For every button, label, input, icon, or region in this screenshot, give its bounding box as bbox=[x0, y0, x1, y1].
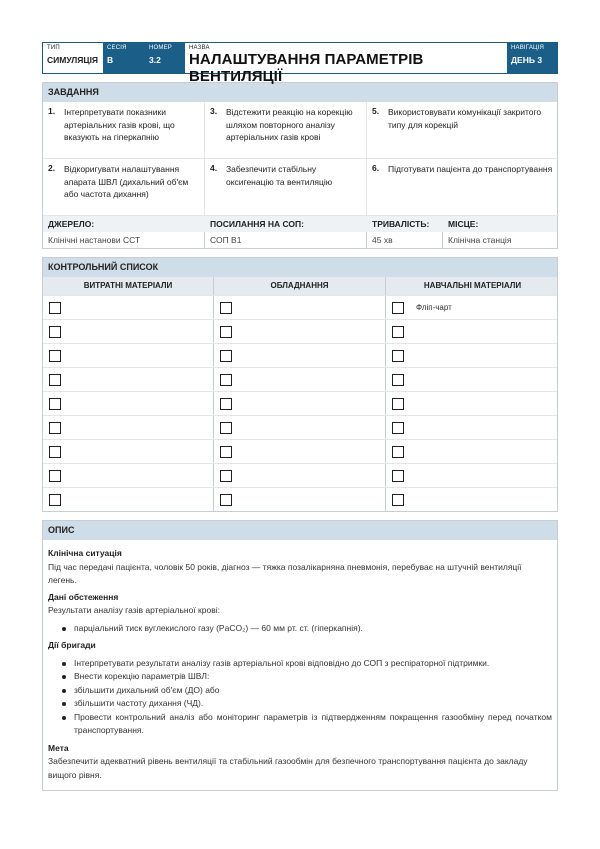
checkbox[interactable] bbox=[392, 446, 404, 458]
description-title: ОПИС bbox=[43, 521, 557, 540]
exam-list bbox=[62, 622, 552, 636]
checklist-title: КОНТРОЛЬНИЙ СПИСОК bbox=[43, 258, 557, 277]
nav-cell[interactable] bbox=[507, 43, 557, 73]
clinical-heading: Клінічна ситуація bbox=[48, 548, 122, 558]
task-text: Використовувати комунікації закритого типу для корекцій bbox=[388, 107, 542, 130]
checklist-cell bbox=[214, 416, 386, 439]
checkbox[interactable] bbox=[220, 302, 232, 314]
checklist-cell bbox=[386, 296, 559, 319]
simulation-card bbox=[42, 42, 558, 791]
exam-text: Результати аналізу газів артеріальної крові: bbox=[48, 605, 220, 615]
checkbox[interactable] bbox=[49, 326, 61, 338]
duration-label: ТРИВАЛІСТЬ: bbox=[372, 219, 430, 229]
list-item: збільшити частоту дихання (ЧД). bbox=[62, 697, 552, 711]
checklist-cell bbox=[43, 320, 214, 343]
task-text: Відкоригувати налаштування апарата ШВЛ (дихальний об'єм або частота дихання) bbox=[64, 164, 189, 199]
session-value: B bbox=[107, 55, 114, 65]
checkbox[interactable] bbox=[220, 374, 232, 386]
meta-labels bbox=[43, 216, 557, 232]
list-item: Провести контрольний аналіз або моніторинг параметрів із підтвердженням покращення газообміну перед початком транспортування. bbox=[62, 711, 552, 738]
task-item bbox=[43, 159, 205, 216]
checkbox[interactable] bbox=[392, 350, 404, 362]
tasks-title: ЗАВДАННЯ bbox=[43, 83, 557, 102]
task-number: 1. bbox=[48, 106, 56, 116]
page-title: НАЛАШТУВАННЯ ПАРАМЕТРІВ ВЕНТИЛЯЦІЇ bbox=[189, 51, 424, 85]
checkbox[interactable] bbox=[49, 374, 61, 386]
checklist-row bbox=[43, 367, 557, 391]
task-number: 5. bbox=[372, 106, 380, 116]
checklist-cell bbox=[43, 440, 214, 463]
checklist-cell bbox=[386, 488, 559, 511]
checkbox[interactable] bbox=[392, 326, 404, 338]
task-item bbox=[205, 102, 367, 159]
sop-label: ПОСИЛАННЯ НА СОП: bbox=[210, 219, 304, 229]
checklist-cell bbox=[214, 368, 386, 391]
task-text: Інтерпретувати показники артеріальних газів крові, що вказують на гіперкапнію bbox=[64, 107, 175, 142]
title-cell bbox=[185, 43, 507, 85]
task-text: Відстежити реакцію на корекцію шляхом повторного аналізу артеріальних газів крові bbox=[226, 107, 353, 142]
type-label: ТИП bbox=[47, 45, 60, 51]
task-number: 3. bbox=[210, 106, 218, 116]
meta-values bbox=[43, 232, 557, 248]
list-item: збільшити дихальний об'єм (ДО) або bbox=[62, 684, 552, 698]
nav-label: НАВІГАЦІЯ bbox=[511, 45, 545, 51]
checklist-cell bbox=[214, 464, 386, 487]
checklist-row bbox=[43, 463, 557, 487]
list-item: Інтерпретувати результати аналізу газів артеріальної крові відповідно до СОП з респіраторної підтримки. bbox=[62, 657, 552, 671]
task-item bbox=[205, 159, 367, 216]
card-header bbox=[42, 42, 558, 85]
checkbox[interactable] bbox=[220, 446, 232, 458]
checklist-row bbox=[43, 391, 557, 415]
list-item: парціальний тиск вуглекислого газу (PaCO₂) — 60 мм рт. ст. (гіперкапнія). bbox=[62, 622, 552, 636]
checkbox[interactable] bbox=[49, 494, 61, 506]
task-text: Підготувати пацієнта до транспортування bbox=[388, 164, 553, 174]
checklist-cell bbox=[43, 368, 214, 391]
checkbox[interactable] bbox=[49, 350, 61, 362]
checkbox[interactable] bbox=[49, 302, 61, 314]
task-number: 4. bbox=[210, 163, 218, 173]
column-consumables: ВИТРАТНІ МАТЕРІАЛИ bbox=[43, 277, 214, 295]
sop-value: СОП В1 bbox=[205, 232, 367, 248]
checklist-cell bbox=[386, 320, 559, 343]
task-number: 2. bbox=[48, 163, 56, 173]
checkbox[interactable] bbox=[392, 374, 404, 386]
goal-text: Забезпечити адекватний рівень вентиляції та стабільний газообмін для безпечного транспортування пацієнта до закладу вищого рівня. bbox=[48, 756, 528, 780]
checkbox[interactable] bbox=[220, 422, 232, 434]
checklist-cell bbox=[214, 320, 386, 343]
clinical-text: Під час передачі пацієнта, чоловік 50 років, діагноз — тяжка позалікарняна пневмонія, перебуває на штучній вентиляції легень. bbox=[48, 561, 522, 585]
checkbox[interactable] bbox=[49, 446, 61, 458]
session-cell bbox=[103, 43, 145, 73]
column-equipment: ОБЛАДНАННЯ bbox=[214, 277, 386, 295]
checklist-cell bbox=[386, 392, 559, 415]
number-value: 3.2 bbox=[149, 55, 161, 65]
checklist-row bbox=[43, 439, 557, 463]
type-value: СИМУЛЯЦІЯ bbox=[47, 55, 99, 65]
checklist-row bbox=[43, 487, 557, 511]
task-item bbox=[367, 102, 559, 159]
tasks-section bbox=[42, 82, 558, 249]
checkbox[interactable] bbox=[392, 494, 404, 506]
checklist-row bbox=[43, 343, 557, 367]
checkbox[interactable] bbox=[220, 494, 232, 506]
task-number: 6. bbox=[372, 163, 380, 173]
checklist-cell bbox=[386, 368, 559, 391]
title-label: НАЗВА bbox=[189, 45, 210, 51]
checklist-cell bbox=[43, 296, 214, 319]
task-item bbox=[43, 102, 205, 159]
checkbox[interactable] bbox=[392, 470, 404, 482]
checklist-cell bbox=[214, 392, 386, 415]
tasks-grid bbox=[43, 102, 557, 216]
checklist-cell bbox=[386, 464, 559, 487]
source-label: ДЖЕРЕЛО: bbox=[48, 219, 95, 229]
checklist-cell bbox=[43, 416, 214, 439]
source-value: Клінічні настанови ССТ bbox=[43, 232, 205, 248]
checklist-cell bbox=[214, 440, 386, 463]
list-item: Внести корекцію параметрів ШВЛ: bbox=[62, 670, 552, 684]
column-training-materials: НАВЧАЛЬНІ МАТЕРІАЛИ bbox=[423, 281, 522, 290]
duration-value: 45 хв bbox=[367, 232, 443, 248]
type-cell bbox=[43, 43, 103, 73]
checklist-cell bbox=[43, 464, 214, 487]
checkbox[interactable] bbox=[49, 470, 61, 482]
checklist-cell bbox=[43, 344, 214, 367]
checkbox[interactable] bbox=[220, 398, 232, 410]
actions-list bbox=[62, 657, 552, 738]
location-label: МІСЦЕ: bbox=[448, 219, 479, 229]
checklist-row bbox=[43, 295, 557, 319]
description-body bbox=[43, 540, 557, 790]
checkbox[interactable] bbox=[220, 326, 232, 338]
checklist-cell bbox=[386, 344, 559, 367]
description-section bbox=[42, 520, 558, 791]
checkbox[interactable] bbox=[49, 422, 61, 434]
checklist-cell bbox=[43, 392, 214, 415]
goal-heading: Мета bbox=[48, 742, 69, 753]
checkbox[interactable] bbox=[220, 470, 232, 482]
checklist-row bbox=[43, 415, 557, 439]
session-label: СЕСІЯ bbox=[107, 45, 127, 51]
checklist-cell bbox=[214, 344, 386, 367]
checklist-cell bbox=[43, 488, 214, 511]
task-item bbox=[367, 159, 559, 216]
task-text: Забезпечити стабільну оксигенацію та вентиляцію bbox=[226, 164, 333, 187]
actions-heading: Дії бригади bbox=[48, 640, 96, 650]
checkbox[interactable] bbox=[49, 398, 61, 410]
checklist-cell bbox=[386, 416, 559, 439]
checklist-row bbox=[43, 319, 557, 343]
checklist-section bbox=[42, 257, 558, 512]
checklist-cell bbox=[386, 440, 559, 463]
checklist-rows bbox=[43, 295, 557, 511]
nav-day-link[interactable]: ДЕНЬ 3 bbox=[511, 55, 543, 65]
exam-heading: Дані обстеження bbox=[48, 591, 119, 602]
checkbox[interactable] bbox=[392, 422, 404, 434]
checkbox[interactable] bbox=[392, 398, 404, 410]
checklist-cell bbox=[214, 296, 386, 319]
location-value: Клінічна станція bbox=[448, 235, 512, 245]
checkbox[interactable] bbox=[220, 350, 232, 362]
checklist-cell bbox=[214, 488, 386, 511]
number-cell bbox=[145, 43, 185, 73]
checklist-header bbox=[43, 277, 557, 295]
checklist-item-label: Фліп-чарт bbox=[416, 303, 452, 312]
checkbox[interactable] bbox=[392, 302, 404, 314]
number-label: НОМЕР bbox=[149, 45, 173, 51]
